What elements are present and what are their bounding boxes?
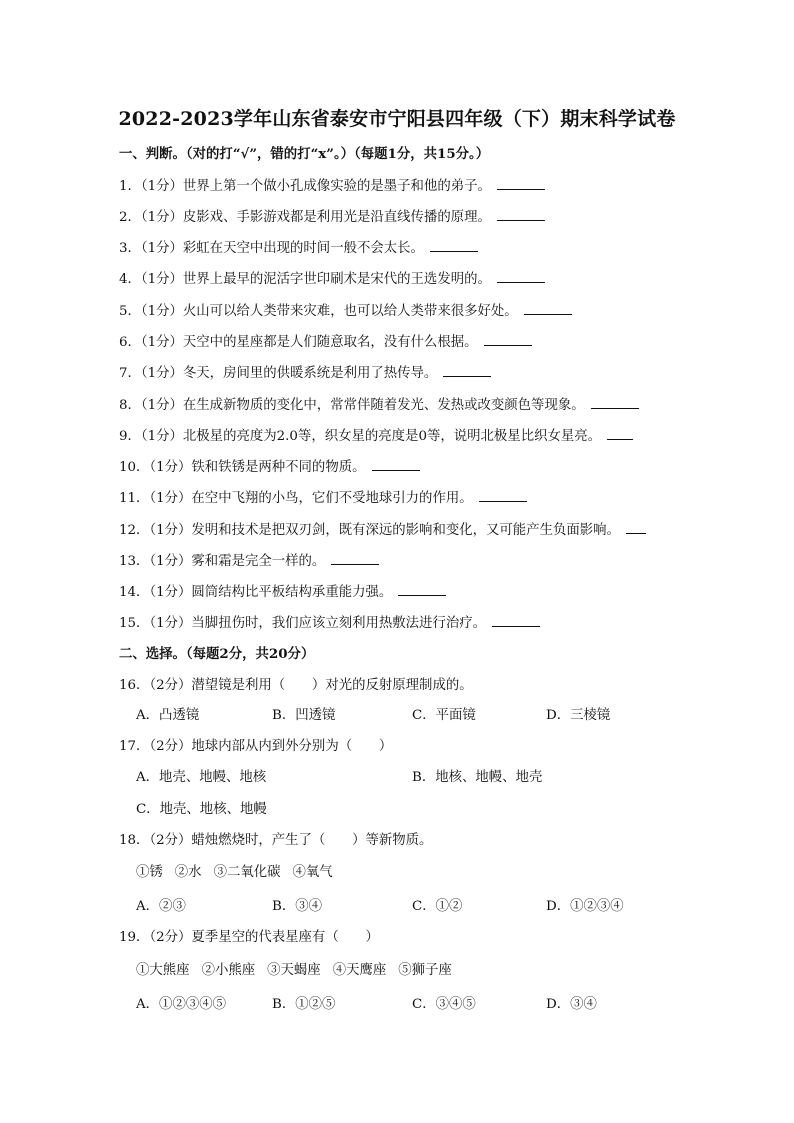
mark-1: ①大熊座 bbox=[136, 963, 190, 978]
section-1-heading: 一、判断。（对的打“√”，错的打“x”。）（每题1分，共15分。） bbox=[119, 146, 490, 162]
option-c[interactable]: C．地壳、地核、地幔 bbox=[136, 802, 267, 817]
choice-marks bbox=[136, 962, 464, 980]
mark-4: ④氧气 bbox=[292, 865, 333, 880]
answer-blank[interactable] bbox=[591, 396, 639, 409]
answer-blank[interactable] bbox=[484, 333, 532, 346]
mark-2: ②水 bbox=[174, 865, 202, 880]
option-b[interactable]: B．凹透镜 bbox=[272, 708, 336, 723]
question-14 bbox=[119, 583, 446, 602]
answer-blank[interactable] bbox=[479, 489, 527, 502]
answer-blank[interactable] bbox=[430, 239, 478, 252]
mark-4: ④天鹰座 bbox=[332, 963, 387, 978]
question-13 bbox=[119, 552, 379, 571]
answer-blank[interactable] bbox=[607, 427, 633, 440]
option-b[interactable]: B．①②⑤ bbox=[272, 997, 336, 1012]
question-text: 12．（1分）发明和技术是把双刃剑，既有深远的影响和变化，又可能产生负面影响。 bbox=[119, 523, 620, 538]
question-15 bbox=[119, 614, 540, 633]
answer-blank[interactable] bbox=[497, 270, 545, 283]
option-d[interactable]: D．三棱镜 bbox=[546, 708, 611, 723]
question-text: 1．（1分）世界上第一个做小孔成像实验的是墨子和他的弟子。 bbox=[119, 179, 491, 194]
question-5 bbox=[119, 302, 572, 321]
mark-2: ②小熊座 bbox=[201, 963, 256, 978]
question-4 bbox=[119, 270, 545, 289]
answer-blank[interactable] bbox=[497, 208, 545, 221]
option-c[interactable]: C．③④⑤ bbox=[412, 997, 476, 1012]
question-text: 8．（1分）在生成新物质的变化中，常常伴随着发光、发热或改变颜色等现象。 bbox=[119, 398, 585, 413]
question-text: 10．（1分）铁和铁锈是两种不同的物质。 bbox=[119, 460, 366, 475]
answer-blank[interactable] bbox=[492, 614, 540, 627]
answer-blank[interactable] bbox=[372, 458, 420, 471]
question-text: 9．（1分）北极星的亮度为2.0等，织女星的亮度是0等，说明北极星比织女星亮。 bbox=[119, 429, 602, 444]
answer-blank[interactable] bbox=[524, 302, 572, 315]
question-1 bbox=[119, 177, 545, 196]
answer-blank[interactable] bbox=[331, 552, 379, 565]
option-d[interactable]: D．③④ bbox=[546, 997, 597, 1012]
question-text: 4．（1分）世界上最早的泥活字世印刷术是宋代的王选发明的。 bbox=[119, 272, 491, 287]
question-text: 6．（1分）天空中的星座都是人们随意取名，没有什么根据。 bbox=[119, 335, 478, 350]
option-d[interactable]: D．①②③④ bbox=[546, 899, 624, 914]
question-10 bbox=[119, 458, 420, 477]
option-a[interactable]: A．①②③④⑤ bbox=[136, 997, 227, 1012]
answer-blank[interactable] bbox=[497, 177, 545, 190]
mark-3: ③天蝎座 bbox=[267, 963, 321, 978]
option-b[interactable]: B．地核、地幔、地壳 bbox=[412, 770, 543, 785]
question-9 bbox=[119, 427, 633, 446]
question-text: 14．（1分）圆筒结构比平板结构承重能力强。 bbox=[119, 585, 393, 600]
question-text: 3．（1分）彩虹在天空中出现的时间一般不会太长。 bbox=[119, 241, 424, 256]
mark-1: ①锈 bbox=[136, 865, 163, 880]
mark-3: ③二氧化碳 bbox=[213, 865, 281, 880]
answer-blank[interactable] bbox=[443, 364, 491, 377]
answer-blank[interactable] bbox=[626, 521, 646, 534]
question-19: 19．（2分）夏季星空的代表星座有（ ） bbox=[119, 930, 379, 945]
question-text: 11．（1分）在空中飞翔的小鸟，它们不受地球引力的作用。 bbox=[119, 491, 473, 506]
question-7 bbox=[119, 364, 491, 383]
question-6 bbox=[119, 333, 532, 352]
question-3 bbox=[119, 239, 478, 258]
question-text: 13．（1分）雾和霜是完全一样的。 bbox=[119, 554, 326, 569]
option-a[interactable]: A．地壳、地幔、地核 bbox=[136, 770, 267, 785]
answer-blank[interactable] bbox=[398, 583, 446, 596]
option-a[interactable]: A．凸透镜 bbox=[136, 708, 200, 723]
question-8 bbox=[119, 396, 639, 415]
choice-marks bbox=[136, 864, 345, 882]
question-text: 5．（1分）火山可以给人类带来灾难，也可以给人类带来很多好处。 bbox=[119, 304, 518, 319]
mark-5: ⑤狮子座 bbox=[398, 963, 452, 978]
question-text: 7．（1分）冬天，房间里的供暖系统是利用了热传导。 bbox=[119, 366, 438, 381]
question-2 bbox=[119, 208, 545, 227]
option-a[interactable]: A．②③ bbox=[136, 899, 186, 914]
option-c[interactable]: C．①② bbox=[412, 899, 463, 914]
question-text: 2．（1分）皮影戏、手影游戏都是利用光是沿直线传播的原理。 bbox=[119, 210, 491, 225]
option-b[interactable]: B．③④ bbox=[272, 899, 323, 914]
exam-title: 2022-2023学年山东省泰安市宁阳县四年级（下）期末科学试卷 bbox=[118, 108, 676, 130]
question-16: 16．（2分）潜望镜是利用（ ）对光的反射原理制成的。 bbox=[119, 678, 473, 693]
question-17: 17．（2分）地球内部从内到外分别为（ ） bbox=[119, 739, 393, 754]
option-c[interactable]: C．平面镜 bbox=[412, 708, 476, 723]
section-2-heading: 二、选择。（每题2分，共20分） bbox=[119, 646, 315, 662]
question-18: 18．（2分）蜡烛燃烧时，产生了（ ）等新物质。 bbox=[119, 833, 433, 848]
question-text: 15．（1分）当脚扭伤时，我们应该立刻利用热敷法进行治疗。 bbox=[119, 616, 487, 631]
question-11 bbox=[119, 489, 527, 508]
question-12 bbox=[119, 521, 646, 540]
